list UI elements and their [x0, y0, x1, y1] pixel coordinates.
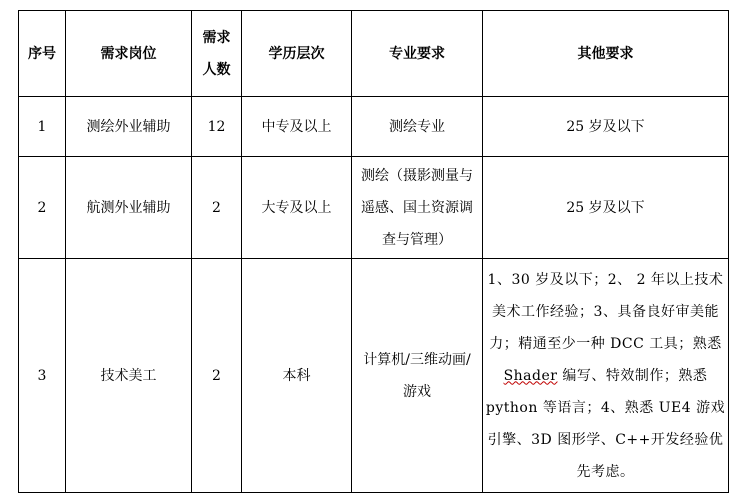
cell-major — [352, 157, 483, 259]
header-count — [192, 11, 242, 97]
major-line: 计算机/三维动画/ — [363, 351, 471, 368]
cell-count: 12 — [192, 97, 242, 157]
table-row — [19, 259, 729, 493]
cell-other: 25 岁及以下 — [483, 157, 729, 259]
cell-count: 2 — [192, 259, 242, 493]
other-text-part2: 编写、特效制作；熟悉 python 等语言；4、熟悉 UE4 游戏引擎、3D 图形学、C++开发经验优先考虑。 — [485, 367, 726, 480]
spellcheck-word: Shader — [503, 367, 558, 384]
table-row — [19, 97, 729, 157]
header-education: 学历层次 — [242, 11, 352, 97]
cell-major: 测绘专业 — [352, 97, 483, 157]
cell-position: 技术美工 — [66, 259, 192, 493]
cell-other — [483, 259, 729, 493]
header-count-line2: 人数 — [202, 61, 231, 78]
header-seq: 序号 — [19, 11, 66, 97]
header-position: 需求岗位 — [66, 11, 192, 97]
cell-seq: 2 — [19, 157, 66, 259]
cell-education: 中专及以上 — [242, 97, 352, 157]
cell-seq: 1 — [19, 97, 66, 157]
cell-major — [352, 259, 483, 493]
cell-education: 大专及以上 — [242, 157, 352, 259]
header-count-line1: 需求 — [202, 29, 231, 46]
major-line: 游戏 — [403, 383, 431, 400]
cell-position: 测绘外业辅助 — [66, 97, 192, 157]
cell-education: 本科 — [242, 259, 352, 493]
requirements-table — [18, 10, 729, 493]
table-row — [19, 157, 729, 259]
header-other: 其他要求 — [483, 11, 729, 97]
cell-seq: 3 — [19, 259, 66, 493]
header-major: 专业要求 — [352, 11, 483, 97]
cell-other: 25 岁及以下 — [483, 97, 729, 157]
cell-position: 航测外业辅助 — [66, 157, 192, 259]
cell-count: 2 — [192, 157, 242, 259]
other-text-part1: 1、30 岁及以下；2、 2 年以上技术美术工作经验；3、具备良好审美能力；精通至少一种 DCC 工具；熟悉 — [487, 271, 724, 352]
major-line: 测绘（摄影测量与 — [361, 167, 473, 184]
major-line: 查与管理） — [382, 231, 452, 248]
major-line: 遥感、国土资源调 — [361, 199, 473, 216]
header-row — [19, 11, 729, 97]
